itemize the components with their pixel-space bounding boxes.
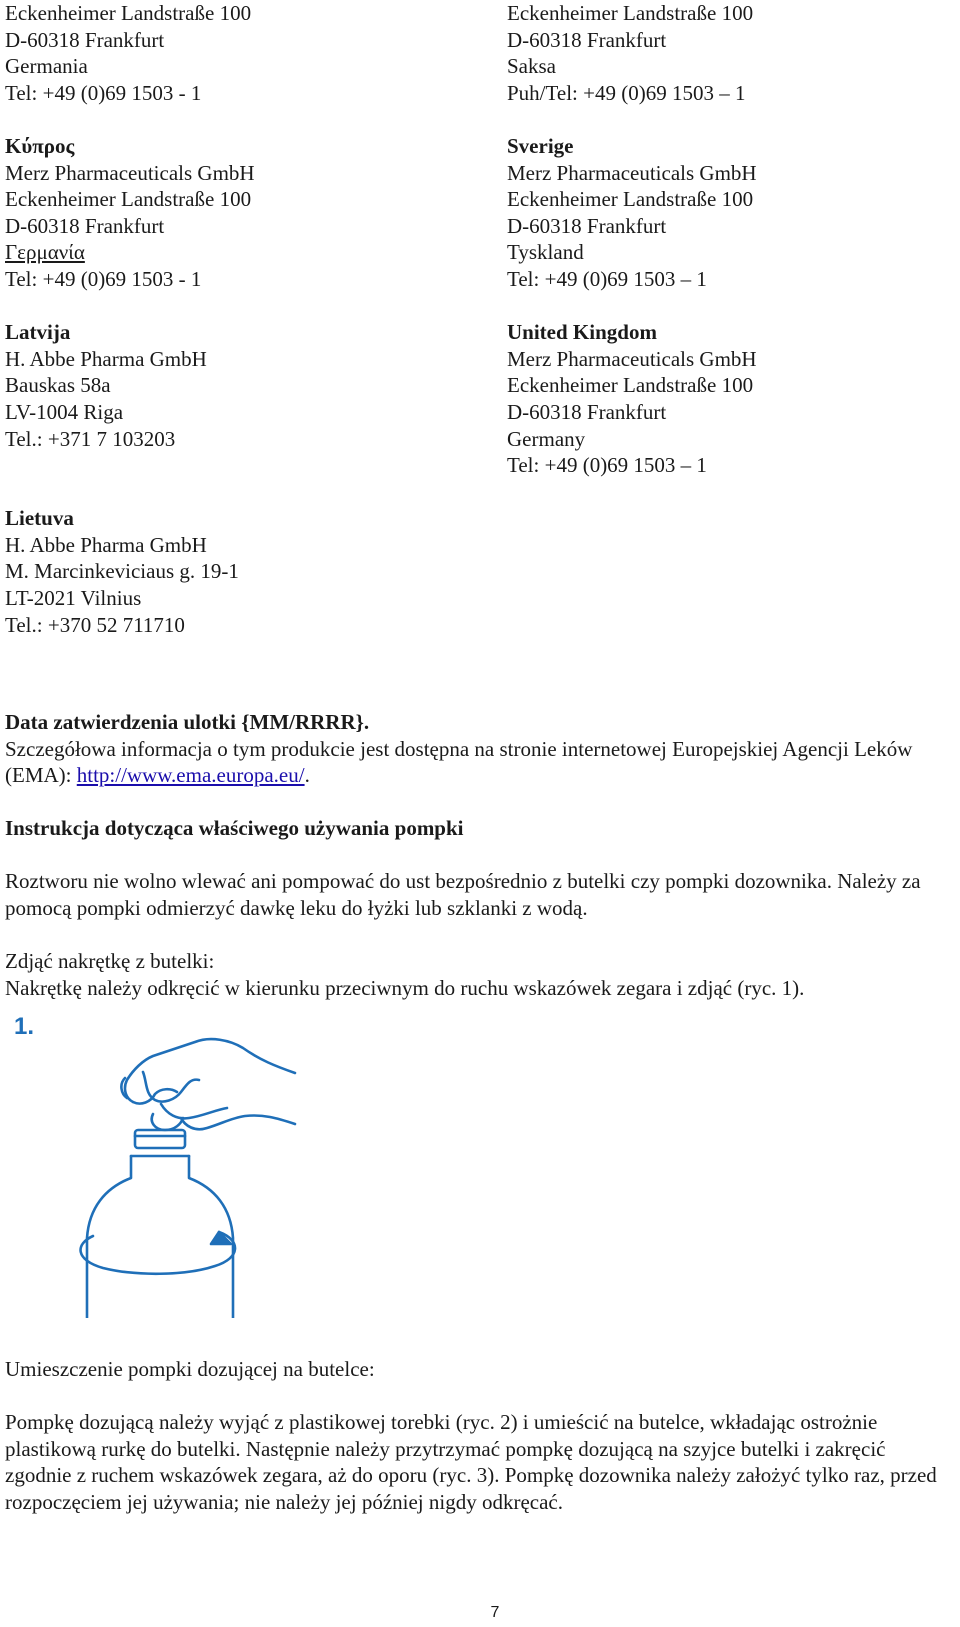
address-line: Eckenheimer Landstraße 100 [507,187,754,212]
step2-title: Umieszczenie pompki dozującej na butelce: [5,1357,375,1381]
phone-line: Tel.: +371 7 103203 [5,426,176,451]
phone-line: Tel: +49 (0)69 1503 – 1 [507,266,707,291]
instructions-paragraph: Roztworu nie wolno wlewać ani pompować do ust bezpośrednio z butelki czy pompki dozownika. Należy za pomocą pompki odmierzyć dawkę leku do łyżki lub szklanki z wodą. [5,869,921,920]
rotation-arrow [81,1232,235,1274]
phone-line: Tel.: +370 52 711710 [5,612,185,637]
step1-section [5,948,955,1001]
company-line: Merz Pharmaceuticals GmbH [507,160,757,185]
instructions-paragraph-section [5,868,955,921]
ema-info-text: Szczegółowa informacja o tym produkcie jest dostępna na stronie internetowej Europejskiej Agencji Leków (EMA): [5,736,913,788]
address-line: Tyskland [507,240,584,265]
country-heading: Lietuva [5,506,74,531]
address-line: D-60318 Frankfurt [507,213,667,238]
figure-1-bottle-cap-illustration [5,1018,305,1318]
address-line: LV-1004 Riga [5,399,124,424]
step1-text: Nakrętkę należy odkręcić w kierunku przeciwnym do ruchu wskazówek zegara i zdjąć (ryc. 1). [5,975,805,1000]
hand-finger [161,1104,227,1118]
contact-block-germania [5,0,475,106]
company-line: H. Abbe Pharma GmbH [5,346,207,371]
step2-text-section [5,1409,955,1515]
page-number: 7 [490,1604,500,1621]
approval-date-heading: Data zatwierdzenia ulotki {MM/RRRR}. [5,710,370,734]
country-heading: Sverige [507,133,574,158]
step1-title: Zdjąć nakrętkę z butelki: [5,949,215,973]
phone-line: Tel: +49 (0)69 1503 - 1 [5,266,202,291]
right-column [507,0,957,505]
hand-finger [181,1115,295,1129]
hand-outline [125,1039,295,1102]
address-line: Eckenheimer Landstraße 100 [507,1,754,25]
company-line: H. Abbe Pharma GmbH [5,532,207,557]
company-line: Merz Pharmaceuticals GmbH [5,160,255,185]
address-line: Saksa [507,54,556,79]
address-line: LT-2021 Vilnius [5,586,142,611]
contact-block-saksa [507,0,957,106]
address-line: D-60318 Frankfurt [5,27,165,52]
hand-finger [143,1072,199,1102]
phone-line: Tel: +49 (0)69 1503 - 1 [5,80,202,105]
contact-block-united-kingdom [507,319,957,479]
country-heading: Κύπρος [5,133,75,158]
step2-title-section [5,1356,955,1383]
instructions-heading: Instrukcja dotycząca właściwego używania pompki [5,816,464,840]
address-line: D-60318 Frankfurt [507,27,667,52]
country-line: Γερμανία [5,240,85,265]
address-line: M. Marcinkeviciaus g. 19-1 [5,559,239,584]
address-line: Germania [5,54,88,79]
company-line: Merz Pharmaceuticals GmbH [507,346,757,371]
address-line: D-60318 Frankfurt [5,213,165,238]
address-line: Eckenheimer Landstraße 100 [507,373,754,398]
address-line: Eckenheimer Landstraße 100 [5,1,252,25]
left-column [5,0,475,665]
phone-line: Puh/Tel: +49 (0)69 1503 – 1 [507,80,746,105]
contact-block-sverige [507,133,957,293]
bottle-outline [189,1156,233,1318]
bottle-cap [135,1130,185,1148]
ema-info-tail: . [304,763,310,788]
contact-block-lietuva [5,505,475,638]
approval-section [5,709,955,789]
address-line: Bauskas 58a [5,373,111,398]
country-heading: Latvija [5,320,71,345]
ema-info-paragraph [5,736,955,789]
figure-1-number: 1. [14,1013,35,1040]
phone-line: Tel: +49 (0)69 1503 – 1 [507,453,707,478]
instructions-heading-section [5,815,955,842]
address-line: Eckenheimer Landstraße 100 [5,187,252,212]
country-heading: United Kingdom [507,320,657,345]
contact-block-latvija [5,319,475,452]
ema-link[interactable]: http://www.ema.europa.eu/ [76,763,305,788]
address-line: D-60318 Frankfurt [507,399,667,424]
step2-text: Pompkę dozującą należy wyjąć z plastikowej torebki (ryc. 2) i umieścić na butelce, wkładając ostrożnie plastikową rurkę do butelki. Następnie należy przytrzymać pompkę dozującą na szyjce butelki i zakręcić zgodnie z ruchem wskazówek zegara, aż do oporu (ryc. 3). Pompkę dozownika należy założyć tylko raz, przed rozpoczęciem jej używania; nie należy jej później nigdy odkręcać. [5,1410,937,1514]
address-line: Germany [507,426,586,451]
contact-block-cyprus [5,133,475,293]
